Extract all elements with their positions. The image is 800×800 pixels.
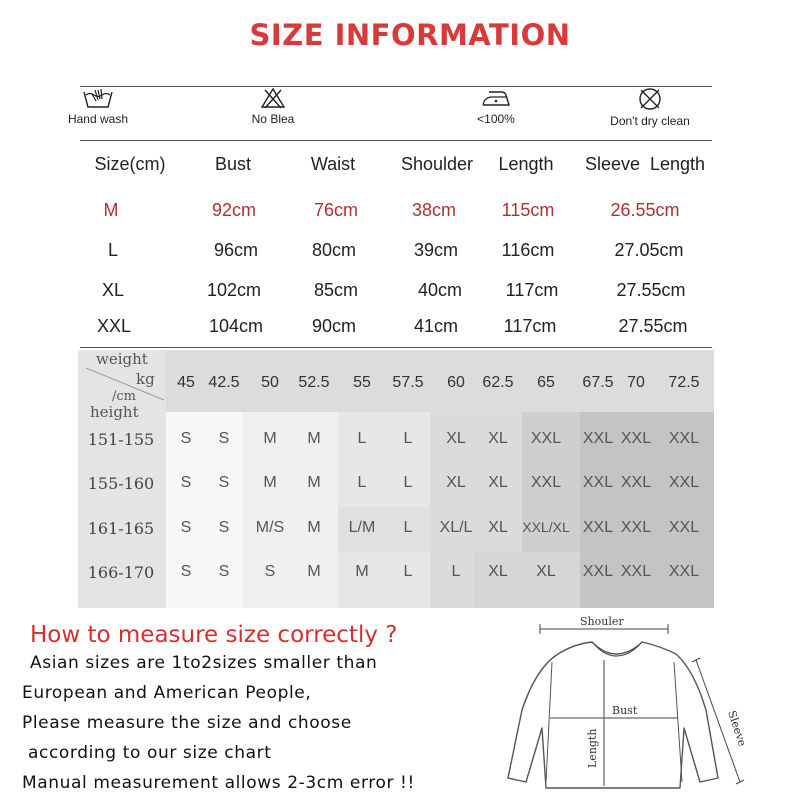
size-cell: L/M [348,519,376,536]
corner-height: height [90,403,139,421]
bust-label: Bust [612,704,638,717]
no-bleach-label: No Blea [251,112,295,126]
size-cell: XL [446,474,466,491]
iron-icon [479,86,513,110]
no-dry-clean-icon [636,86,664,112]
size-cell: L [357,430,367,447]
hand-wash-label: Hand wash [67,112,129,126]
size-cell: M [307,430,321,447]
weight-value: 70 [627,374,645,391]
size-cell: M [263,474,277,491]
size-cell: S [218,430,230,447]
measure-line: Please measure the size and choose [22,713,352,733]
size-cell: L [403,430,413,447]
weight-value: 45 [177,374,195,391]
page-title: SIZE INFORMATION [249,18,571,52]
shoulder-value: 41cm [413,316,458,336]
size-cell: XXL/XL [522,519,570,535]
size-cell: L [403,474,413,491]
weight-value: 55 [353,374,371,391]
size-cell: S [218,474,230,491]
sleeve-value: 27.55cm [616,280,686,300]
size-cell: XXL [582,563,614,580]
size-cell: M [263,430,277,447]
size-cell: XXL [620,563,652,580]
size-cell: XXL [582,430,614,447]
size-cell: XXL [668,519,700,536]
corner-kg: kg [136,370,155,388]
size-cell: M [307,519,321,536]
size-cell: XXL [582,474,614,491]
size-label: XL [101,280,125,300]
length-value: 116cm [501,240,555,260]
waist-value: 90cm [311,316,356,336]
size-cell: S [218,563,230,580]
shoulder-value: 39cm [413,240,458,260]
size-label: XXL [96,316,132,336]
weight-value: 42.5 [208,374,240,391]
size-label: L [107,240,118,260]
bust-value: 104cm [208,316,264,336]
size-row-l [0,240,800,270]
size-cell: M/S [255,519,285,536]
size-cell: XXL [620,430,652,447]
size-cell: L [451,563,461,580]
weight-value: 72.5 [668,374,700,391]
weight-value: 65 [537,374,555,391]
size-cell: XXL [582,519,614,536]
divider [80,140,712,141]
header-shoulder: Shoulder [400,154,474,174]
size-cell: XL [488,430,508,447]
measure-line: according to our size chart [22,743,272,763]
size-cell: XL/L [439,519,473,536]
measure-title: How to measure size correctly ? [30,622,398,648]
length-label: Length [586,728,599,768]
hand-wash-icon [81,86,115,110]
length-value: 115cm [501,200,555,220]
shoulder-value: 40cm [417,280,462,300]
weight-value: 62.5 [482,374,514,391]
size-cell: M [307,474,321,491]
size-cell: XL [488,474,508,491]
corner-cm: /cm [112,389,136,404]
iron-label: <100% [477,112,515,126]
size-cell: XXL [530,430,562,447]
sleeve-label: Sleeve [725,708,749,748]
size-row-xxl [0,316,800,346]
size-cell: S [180,519,192,536]
size-cell: S [180,430,192,447]
size-cell: S [180,474,192,491]
waist-value: 85cm [313,280,358,300]
weight-value: 67.5 [582,374,614,391]
bust-value: 102cm [206,280,262,300]
size-cell: M [307,563,321,580]
sleeve-value: 27.05cm [614,240,684,260]
weight-value: 50 [261,374,279,391]
size-cell: XXL [668,430,700,447]
corner-weight: weight [96,350,148,368]
height-range: 161-165 [87,519,155,538]
garment-measure-diagram [496,610,776,800]
size-cell: S [180,563,192,580]
size-table-header [0,154,800,184]
header-sleeve-length: Sleeve Length [584,154,706,174]
care-hand-wash [28,86,168,126]
header-waist: Waist [310,154,356,174]
size-cell: XL [488,563,508,580]
header-size: Size(cm) [94,154,166,174]
size-cell: M [355,563,369,580]
size-row-m [0,200,800,230]
no-bleach-icon [259,86,287,110]
height-range: 166-170 [87,563,155,582]
size-cell: XXL [620,474,652,491]
size-cell: S [218,519,230,536]
care-dry-clean [580,86,720,128]
length-value: 117cm [503,316,557,336]
bust-value: 96cm [213,240,258,260]
size-cell: XXL [530,474,562,491]
weight-value: 60 [447,374,465,391]
shoulder-label: Shouler [580,615,624,628]
size-cell: L [403,519,413,536]
size-row-xl [0,280,800,310]
sleeve-value: 26.55cm [610,200,680,220]
measure-line: European and American People, [22,683,312,703]
size-cell: S [264,563,276,580]
size-cell: XL [446,430,466,447]
bust-value: 92cm [211,200,256,220]
length-value: 117cm [505,280,559,300]
weight-value: 52.5 [298,374,330,391]
weight-value: 57.5 [392,374,424,391]
size-cell: L [357,474,367,491]
shoulder-value: 38cm [411,200,456,220]
size-cell: L [403,563,413,580]
dry-clean-label: Don't dry clean [610,114,690,128]
waist-value: 76cm [313,200,358,220]
waist-value: 80cm [311,240,356,260]
size-cell: XXL [668,474,700,491]
height-range: 155-160 [87,474,155,493]
care-no-bleach [203,86,343,126]
height-range: 151-155 [87,430,155,449]
size-cell: XL [536,563,556,580]
size-label: M [103,200,119,220]
size-cell: XXL [668,563,700,580]
header-bust: Bust [214,154,252,174]
size-cell: XL [488,519,508,536]
divider [80,347,712,348]
measure-line: Asian sizes are 1to2sizes smaller than [24,653,378,673]
measure-line: Manual measurement allows 2-3cm error !! [22,773,415,793]
sleeve-value: 27.55cm [618,316,688,336]
header-length: Length [498,154,554,174]
care-iron [426,86,566,126]
size-cell: XXL [620,519,652,536]
